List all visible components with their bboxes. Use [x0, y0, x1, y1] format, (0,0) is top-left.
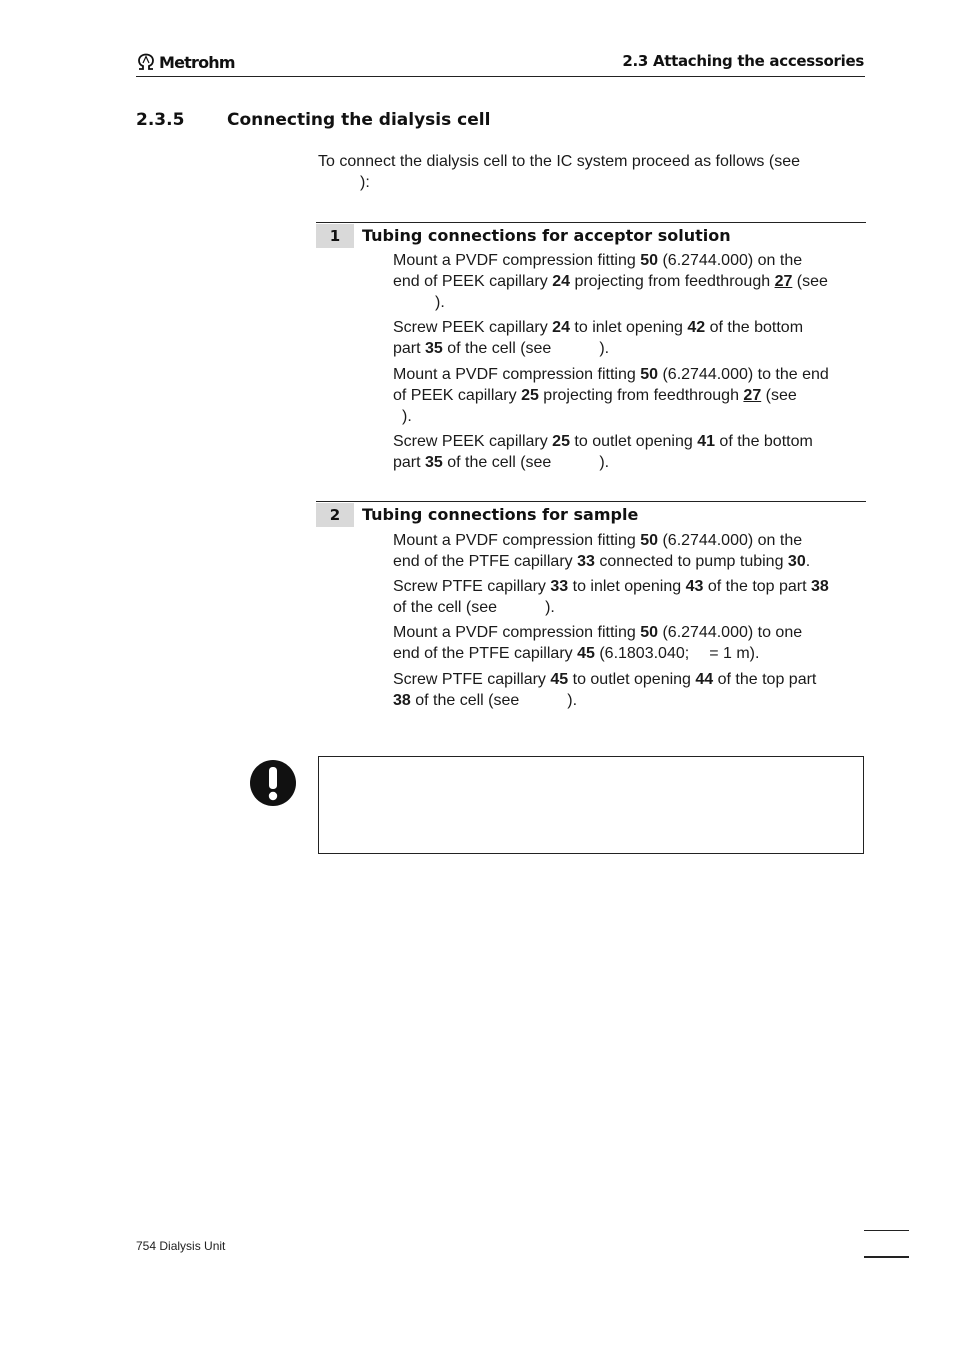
intro-line-1: To connect the dialysis cell to the IC system proceed as follows (see — [318, 153, 800, 170]
step-2-title: Tubing connections for sample — [362, 505, 639, 524]
step-2-number: 2 — [316, 503, 354, 527]
step-1-number: 1 — [316, 224, 354, 248]
step-2-rule — [316, 501, 866, 502]
step-2-item-4: Screw PTFE capillary 45 to outlet opening 44 of the top part 38 of the cell (see ). — [393, 671, 817, 709]
exclamation-icon — [249, 759, 297, 807]
header-section-title: 2.3 Attaching the accessories — [622, 52, 864, 70]
footer-rule-bottom — [864, 1256, 909, 1258]
step-1-title: Tubing connections for acceptor solution — [362, 226, 731, 245]
footer-rule-top — [864, 1230, 909, 1231]
step-2-item-1: Mount a PVDF compression fitting 50 (6.2744.000) on the end of the PTFE capillary 33 connected to pump tubing 30. — [393, 532, 811, 570]
step-1-rule — [316, 222, 866, 223]
section-number: 2.3.5 — [136, 110, 185, 130]
section-title: Connecting the dialysis cell — [227, 110, 491, 130]
header-rule — [136, 76, 865, 77]
step-1-item-2: Screw PEEK capillary 24 to inlet opening 42 of the bottom part 35 of the cell (see ). — [393, 319, 804, 357]
step-1-item-3: Mount a PVDF compression fitting 50 (6.2744.000) to the end of PEEK capillary 25 projecting from feedthrough 27 (see ). — [393, 366, 829, 425]
step-2-item-2: Screw PTFE capillary 33 to inlet opening 43 of the top part 38 of the cell (see ). — [393, 578, 829, 616]
metrohm-logo — [136, 52, 235, 72]
footer-product: 754 Dialysis Unit — [136, 1239, 226, 1253]
intro-line-2: ): — [360, 174, 370, 191]
step-2-item-3: Mount a PVDF compression fitting 50 (6.2744.000) to one end of the PTFE capillary 45 (6.1803.040; = 1 m). — [393, 624, 803, 662]
intro-paragraph — [318, 151, 864, 193]
step-1-item-1: Mount a PVDF compression fitting 50 (6.2744.000) on the end of PEEK capillary 24 projecting from feedthrough 27 (see ). — [393, 252, 828, 311]
note-box — [318, 756, 864, 854]
step-1-item-4: Screw PEEK capillary 25 to outlet opening 41 of the bottom part 35 of the cell (see ). — [393, 433, 813, 471]
logo-text: Metrohm — [159, 52, 235, 72]
metrohm-omega-icon — [136, 53, 156, 71]
